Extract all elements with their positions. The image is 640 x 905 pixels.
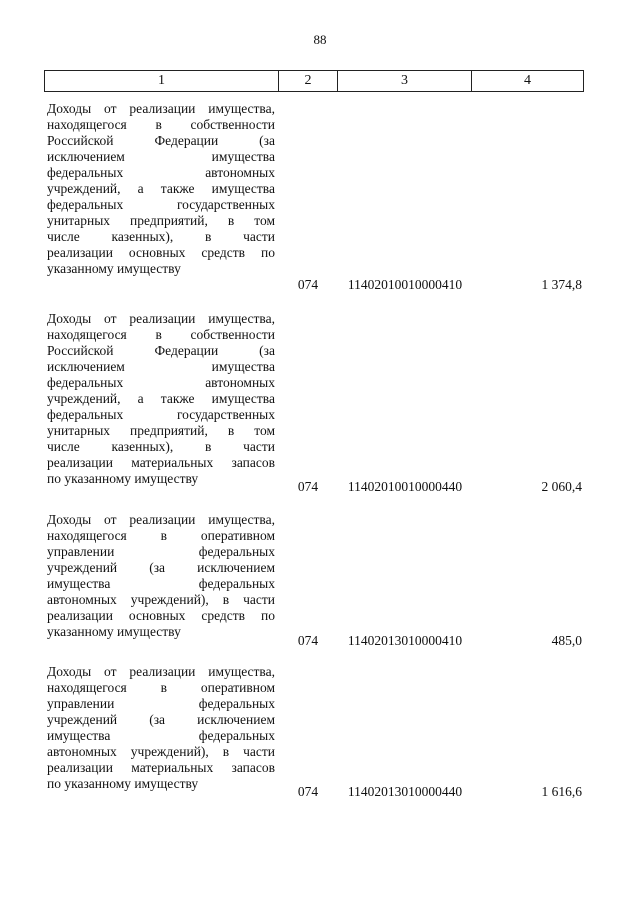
admin-code: 074 [297, 633, 319, 648]
description-line: реализации материальных запасов [47, 760, 275, 775]
amount: 1 616,6 [541, 784, 582, 799]
description-line: реализации основных средств по [47, 608, 275, 623]
description-line: управлении федеральных [47, 544, 275, 559]
budget-classification-code: 11402010010000440 [347, 479, 463, 494]
amount: 1 374,8 [541, 277, 582, 292]
description-line: Доходы от реализации имущества, [47, 101, 275, 116]
description-line: унитарных предприятий, в том [47, 423, 275, 438]
description-line: федеральных автономных [47, 165, 275, 180]
amount: 2 060,4 [541, 479, 582, 494]
row-description [47, 101, 275, 277]
header-col-4: 4 [524, 73, 531, 88]
description-line: по указанному имуществу [47, 471, 199, 486]
header-col-2: 2 [279, 71, 338, 91]
admin-code: 074 [297, 277, 319, 292]
description-line: находящегося в собственности [47, 117, 275, 132]
description-line: федеральных государственных [47, 197, 275, 212]
description-line: исключением имущества [47, 149, 275, 164]
table-header [44, 70, 584, 92]
description-line: автономных учреждений), в части [47, 592, 275, 607]
description-line: Доходы от реализации имущества, [47, 664, 275, 679]
description-line: унитарных предприятий, в том [47, 213, 275, 228]
budget-classification-code: 11402013010000440 [347, 784, 463, 799]
description-line: по указанному имуществу [47, 776, 199, 791]
header-col-1: 1 [45, 71, 279, 91]
amount: 485,0 [551, 633, 582, 648]
description-line: указанному имуществу [47, 261, 181, 276]
description-line: числе казенных), в части [47, 439, 275, 454]
description-line: числе казенных), в части [47, 229, 275, 244]
description-line: Доходы от реализации имущества, [47, 512, 275, 527]
description-line: учреждений, а также имущества [47, 391, 275, 406]
description-line: Российской Федерации (за [47, 133, 275, 148]
row-description [47, 664, 275, 792]
row-description [47, 311, 275, 487]
description-line: учреждений (за исключением [47, 712, 275, 727]
description-line: учреждений (за исключением [47, 560, 275, 575]
admin-code: 074 [297, 784, 319, 799]
header-col-3: 3 [338, 71, 472, 91]
description-line: управлении федеральных [47, 696, 275, 711]
description-line: федеральных государственных [47, 407, 275, 422]
admin-code: 074 [297, 479, 319, 494]
description-line: находящегося в оперативном [47, 528, 275, 543]
description-line: федеральных автономных [47, 375, 275, 390]
row-description [47, 512, 275, 640]
description-line: учреждений, а также имущества [47, 181, 275, 196]
description-line: указанному имуществу [47, 624, 181, 639]
budget-classification-code: 11402010010000410 [347, 277, 463, 292]
page-number: 88 [313, 32, 327, 47]
description-line: находящегося в оперативном [47, 680, 275, 695]
description-line: реализации основных средств по [47, 245, 275, 260]
budget-classification-code: 11402013010000410 [347, 633, 463, 648]
description-line: Российской Федерации (за [47, 343, 275, 358]
description-line: Доходы от реализации имущества, [47, 311, 275, 326]
description-line: находящегося в собственности [47, 327, 275, 342]
description-line: имущества федеральных [47, 728, 275, 743]
description-line: исключением имущества [47, 359, 275, 374]
description-line: реализации материальных запасов [47, 455, 275, 470]
description-line: автономных учреждений), в части [47, 744, 275, 759]
description-line: имущества федеральных [47, 576, 275, 591]
